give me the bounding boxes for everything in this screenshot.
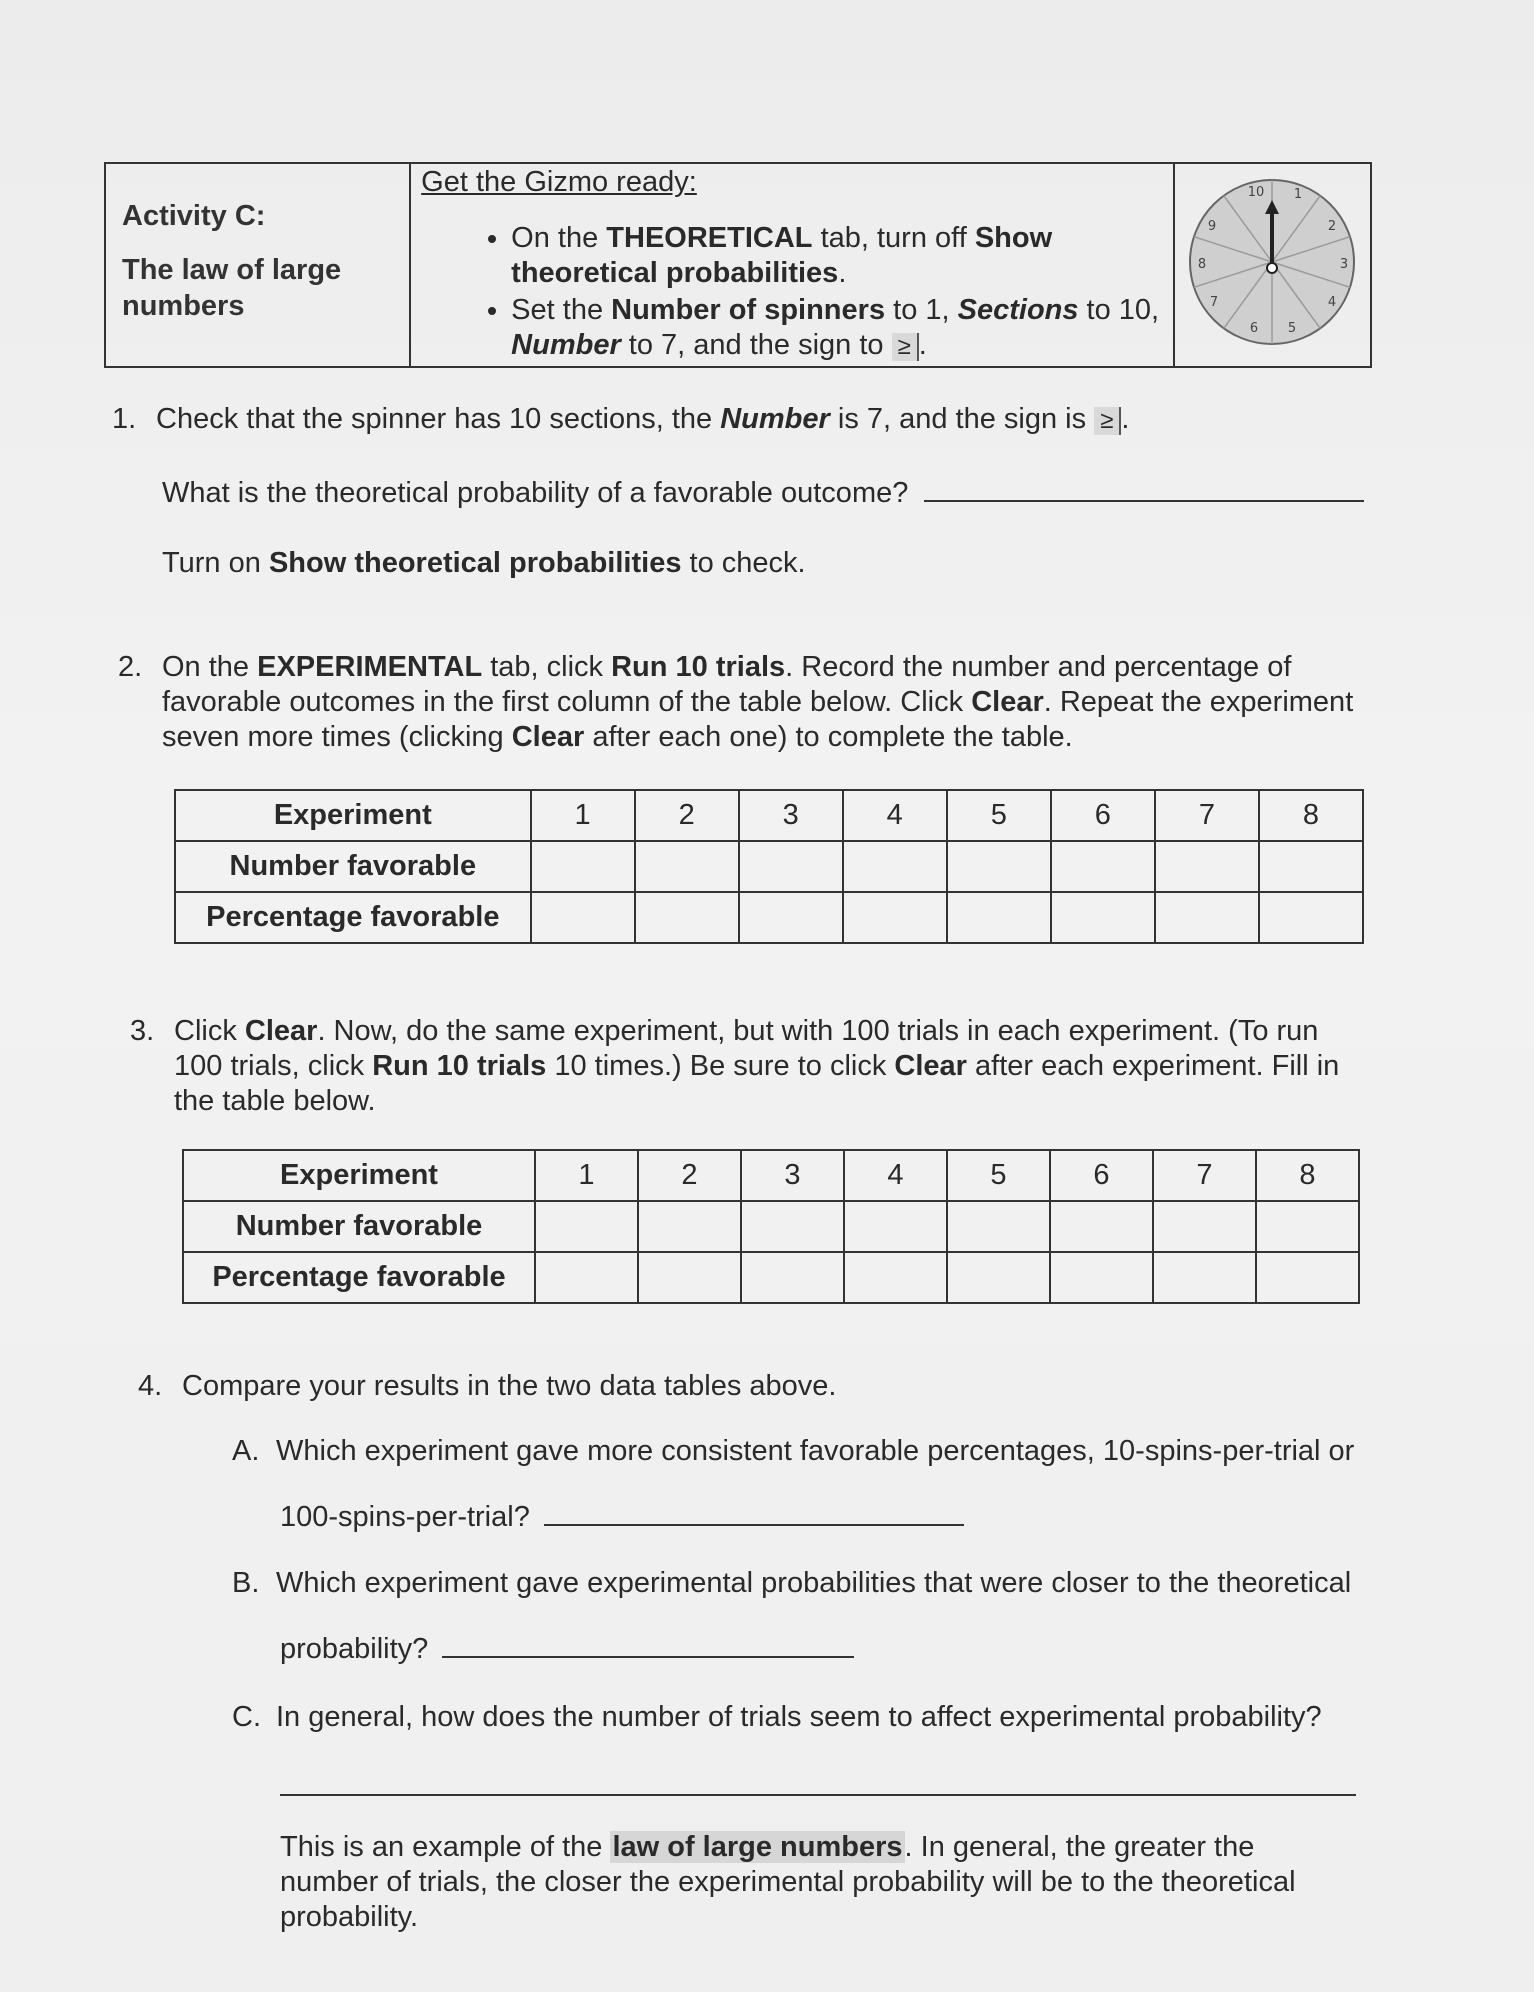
question-3-number: 3. bbox=[130, 1015, 155, 1047]
table-row: Experiment 1 2 3 4 5 6 7 8 bbox=[175, 790, 1363, 841]
table-row: Experiment 1 2 3 4 5 6 7 8 bbox=[183, 1150, 1359, 1201]
question-1-check: Turn on Show theoretical probabilities to check. bbox=[162, 547, 806, 579]
activity-title-cell bbox=[105, 163, 410, 367]
question-4-number: 4. bbox=[138, 1370, 163, 1402]
table-cell[interactable] bbox=[1155, 841, 1259, 892]
question-4a: A. Which experiment gave more consistent favorable percentages, 10-spins-per-trial or bbox=[232, 1435, 1355, 1467]
spinner-image-cell bbox=[1174, 163, 1371, 367]
row-label-percentage-favorable: Percentage favorable bbox=[175, 892, 531, 943]
question-4c: C. In general, how does the number of trials seem to affect experimental probability? bbox=[232, 1701, 1322, 1733]
table-cell[interactable] bbox=[531, 841, 635, 892]
table-cell[interactable] bbox=[1259, 892, 1363, 943]
table-cell[interactable] bbox=[1155, 892, 1259, 943]
table-cell[interactable] bbox=[947, 1201, 1050, 1252]
gizmo-instruction-2: • Set the Number of spinners to 1, Sections to 10, Number to 7, and the sign to ≥ . bbox=[511, 293, 1173, 363]
gizmo-instructions bbox=[421, 221, 1173, 363]
gizmo-ready-heading: Get the Gizmo ready: bbox=[421, 166, 697, 198]
row-label-percentage-favorable: Percentage favorable bbox=[183, 1252, 535, 1303]
activity-title-line1: The law of large bbox=[122, 254, 342, 286]
table-cell[interactable] bbox=[535, 1201, 638, 1252]
table-cell[interactable] bbox=[947, 892, 1051, 943]
table-cell[interactable] bbox=[844, 1201, 947, 1252]
table-cell[interactable] bbox=[844, 1252, 947, 1303]
table-cell[interactable] bbox=[535, 1252, 638, 1303]
table-cell[interactable] bbox=[1050, 1201, 1153, 1252]
question-1: 1. Check that the spinner has 10 sections, the Number is 7, and the sign is ≥ . bbox=[112, 403, 1130, 435]
table-cell[interactable] bbox=[843, 892, 947, 943]
answer-blank-4c[interactable] bbox=[280, 1794, 1356, 1796]
question-3: 3. Click Clear. Now, do the same experiment, but with 100 trials in each experiment. (To run 100 trials, click Run 10 trials 10 times.) Be sure to click Clear after each experiment. Fill in the table below. bbox=[130, 1015, 1340, 1117]
activity-label: Activity C: bbox=[122, 200, 266, 232]
table-cell[interactable] bbox=[739, 841, 843, 892]
data-table-100-trials bbox=[182, 1149, 1360, 1304]
table-cell[interactable] bbox=[638, 1252, 741, 1303]
table-cell[interactable] bbox=[1259, 841, 1363, 892]
table-row bbox=[175, 841, 1363, 892]
spinner-label-2: 2 bbox=[1328, 219, 1337, 234]
gizmo-ready-cell bbox=[410, 163, 1174, 367]
spinner-label-3: 3 bbox=[1340, 257, 1349, 272]
spinner-label-4: 4 bbox=[1328, 295, 1337, 310]
table-cell[interactable] bbox=[947, 841, 1051, 892]
activity-title-line2: numbers bbox=[122, 290, 245, 322]
question-4b-line2: probability? bbox=[280, 1632, 854, 1667]
spinner-label-10: 10 bbox=[1248, 185, 1265, 200]
spinner-icon bbox=[1182, 172, 1362, 352]
table-row bbox=[183, 1252, 1359, 1303]
table-cell[interactable] bbox=[1256, 1201, 1359, 1252]
table-cell[interactable] bbox=[635, 892, 739, 943]
row-label-number-favorable: Number favorable bbox=[175, 841, 531, 892]
table-cell[interactable] bbox=[635, 841, 739, 892]
table-cell[interactable] bbox=[1153, 1252, 1256, 1303]
spinner-label-6: 6 bbox=[1250, 321, 1259, 336]
table-cell[interactable] bbox=[1051, 892, 1155, 943]
law-of-large-numbers-note: This is an example of the law of large numbers. In general, the greater the number of trials, the closer the experimental probability will be to the theoretical probability. bbox=[280, 1831, 1296, 1933]
answer-blank-1[interactable] bbox=[924, 500, 1364, 502]
table-cell[interactable] bbox=[1256, 1252, 1359, 1303]
question-1-prompt: What is the theoretical probability of a favorable outcome? bbox=[162, 476, 1392, 511]
question-4: 4. Compare your results in the two data tables above. bbox=[138, 1370, 837, 1402]
sign-icon: ≥ bbox=[892, 333, 919, 361]
table-cell[interactable] bbox=[741, 1201, 844, 1252]
row-label-experiment: Experiment bbox=[183, 1150, 535, 1201]
table-cell[interactable] bbox=[843, 841, 947, 892]
table-cell[interactable] bbox=[531, 892, 635, 943]
table-row bbox=[175, 892, 1363, 943]
question-2: 2. On the EXPERIMENTAL tab, click Run 10 trials. Record the number and percentage of favorable outcomes in the first column of the table below. Click Clear. Repeat the experiment seven more times (clicking Clear after each one) to complete the table. bbox=[118, 651, 1354, 753]
table-cell[interactable] bbox=[739, 892, 843, 943]
spinner-label-9: 9 bbox=[1208, 219, 1217, 234]
table-cell[interactable] bbox=[1051, 841, 1155, 892]
row-label-experiment: Experiment bbox=[175, 790, 531, 841]
spinner-label-5: 5 bbox=[1288, 321, 1297, 336]
row-label-number-favorable: Number favorable bbox=[183, 1201, 535, 1252]
spinner-label-7: 7 bbox=[1210, 295, 1219, 310]
activity-header bbox=[104, 162, 1372, 368]
spinner-label-1: 1 bbox=[1294, 187, 1303, 202]
question-2-number: 2. bbox=[118, 651, 143, 683]
sign-icon: ≥ bbox=[1094, 407, 1121, 435]
question-1-number: 1. bbox=[112, 403, 137, 435]
table-cell[interactable] bbox=[1050, 1252, 1153, 1303]
question-4a-line2: 100-spins-per-trial? bbox=[280, 1500, 964, 1535]
answer-blank-4a[interactable] bbox=[544, 1524, 964, 1526]
table-cell[interactable] bbox=[1153, 1201, 1256, 1252]
table-row bbox=[183, 1201, 1359, 1252]
table-cell[interactable] bbox=[638, 1201, 741, 1252]
answer-blank-4b[interactable] bbox=[442, 1656, 854, 1658]
question-4b: B. Which experiment gave experimental probabilities that were closer to the theoretical bbox=[232, 1567, 1352, 1599]
table-cell[interactable] bbox=[947, 1252, 1050, 1303]
spinner-label-8: 8 bbox=[1198, 257, 1207, 272]
data-table-10-trials bbox=[174, 789, 1364, 944]
table-cell[interactable] bbox=[741, 1252, 844, 1303]
gizmo-instruction-1: • On the THEORETICAL tab, turn off Show theoretical probabilities. bbox=[511, 221, 1173, 291]
